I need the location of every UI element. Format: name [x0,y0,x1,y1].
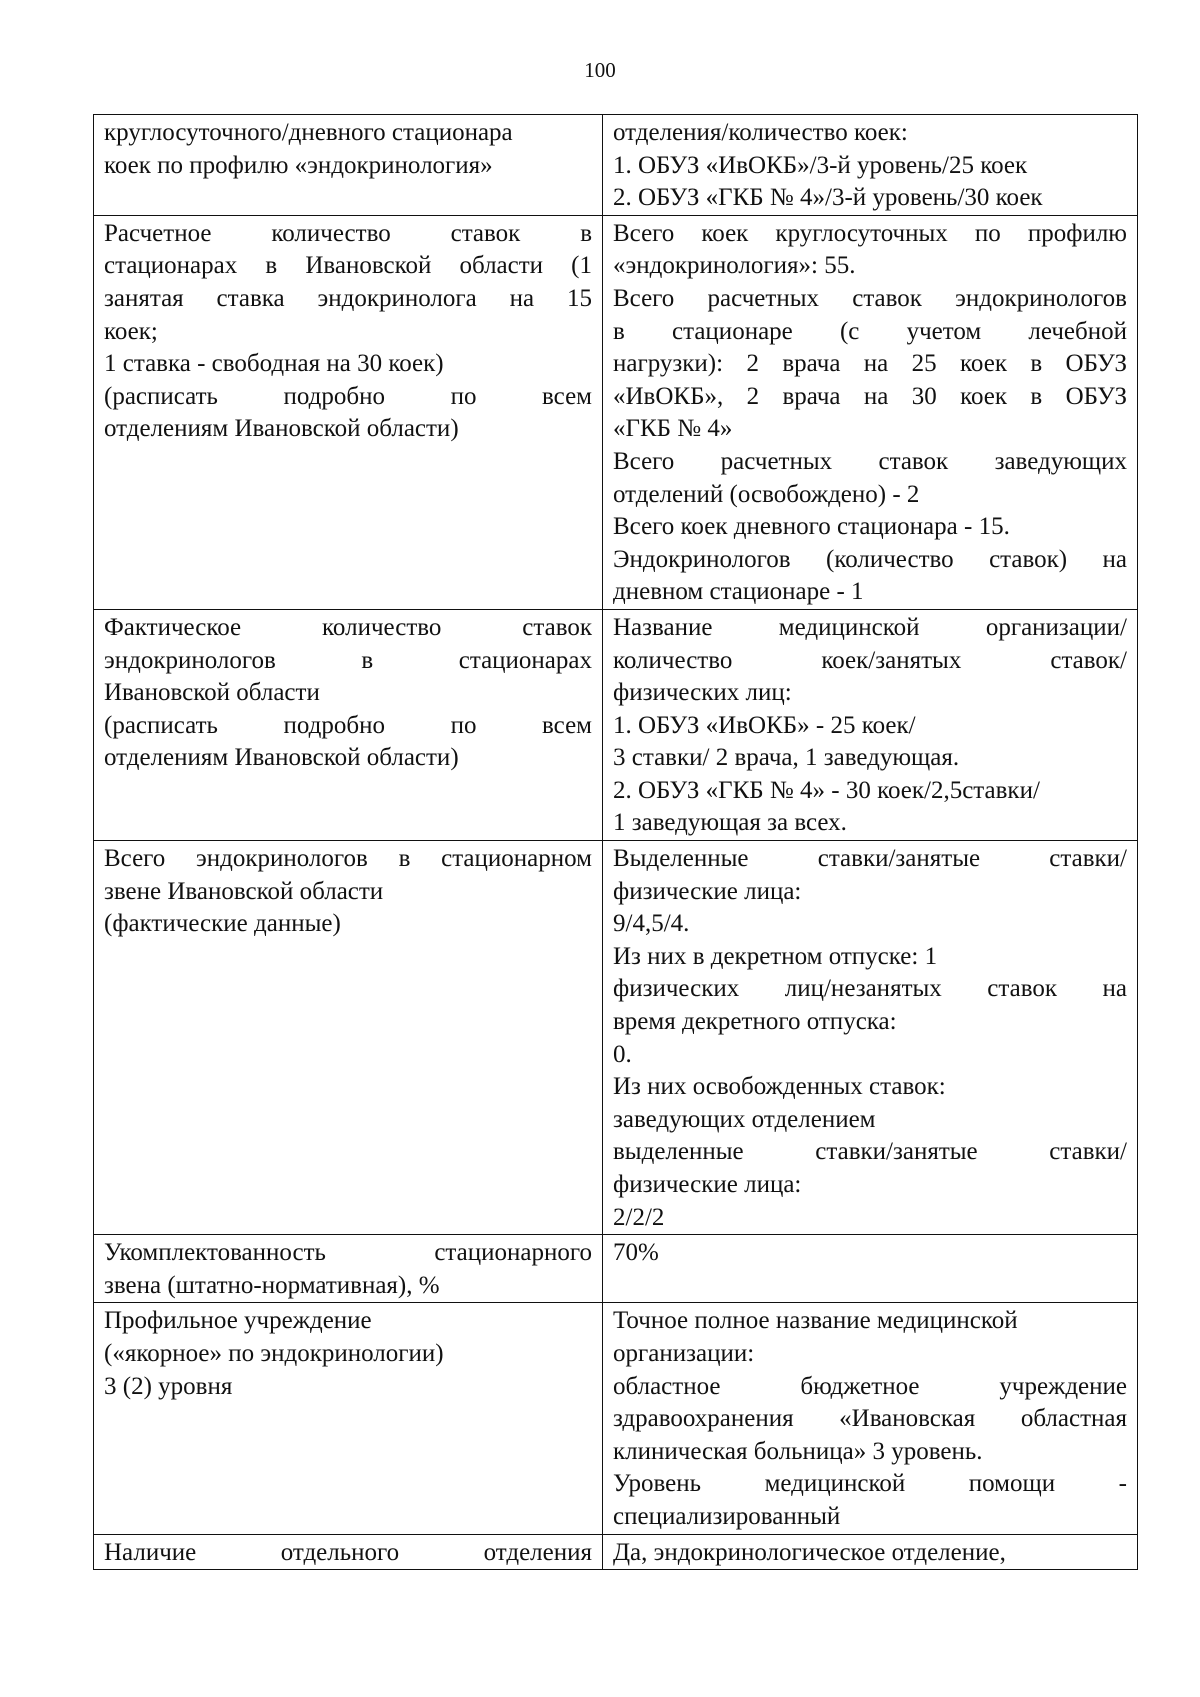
text-line: (расписать подробно по всем [104,711,592,739]
text-line: 2. ОБУЗ «ГКБ № 4» - 30 коек/2,5ставки/ [613,776,1040,804]
table-row [94,609,1138,840]
text-line: (расписать подробно по всем [104,382,592,410]
table-row [94,215,1138,609]
table-row [94,1534,1138,1570]
document-table [93,114,1138,1570]
table-row [94,115,1138,216]
text-line: Профильное учреждение [104,1307,372,1335]
text-line: отделениям Ивановской области) [104,744,459,772]
table-cell-left [94,115,603,216]
text-line: в стационаре (с учетом лечебной [613,317,1127,345]
text-line: эндокринологов в стационарах [104,646,592,674]
table-cell-right [603,609,1138,840]
text-line: 0. [613,1040,632,1068]
text-line: 1. ОБУЗ «ИвОКБ» - 25 коек/ [613,711,916,739]
text-line: Всего расчетных ставок заведующих [613,447,1127,475]
text-line: время декретного отпуска: [613,1008,897,1036]
text-line: Укомплектованность стационарного [104,1239,592,1267]
text-line: «эндокринология»: 55. [613,252,856,280]
text-line: стационарах в Ивановской области (1 [104,252,592,280]
text-line: Расчетное количество ставок в [104,219,592,247]
table-cell-right [603,1235,1138,1303]
text-line: Из них освобожденных ставок: [613,1073,946,1101]
text-line: 70% [613,1239,659,1267]
text-line: физические лица: [613,877,802,905]
text-line: звене Ивановской области [104,877,384,905]
text-line: здравоохранения «Ивановская областная [613,1405,1127,1433]
text-line: звена (штатно-нормативная), % [104,1271,440,1299]
text-line: занятая ставка эндокринолога на 15 [104,284,592,312]
text-line: областное бюджетное учреждение [613,1372,1127,1400]
text-line: 1. ОБУЗ «ИвОКБ»/3-й уровень/25 коек [613,151,1028,179]
table-cell-left [94,215,603,609]
table-cell-left [94,609,603,840]
text-line: Уровень медицинской помощи - [613,1470,1127,1498]
text-line: («якорное» по эндокринологии) [104,1339,444,1367]
text-line: специализированный [613,1502,841,1530]
text-line: (фактические данные) [104,910,341,938]
text-line: отделения/количество коек: [613,119,908,146]
text-line: выделенные ставки/занятые ставки/ [613,1138,1127,1166]
text-line: физических лиц: [613,679,792,707]
table-cell-left [94,1235,603,1303]
text-line: Ивановской области [104,679,320,707]
text-line: нагрузки): 2 врача на 25 коек в ОБУЗ [613,350,1127,378]
text-line: 3 ставки/ 2 врача, 1 заведующая. [613,744,960,772]
table-row [94,1235,1138,1303]
text-line: «ИвОКБ», 2 врача на 30 коек в ОБУЗ [613,382,1127,410]
text-line: Выделенные ставки/занятые ставки/ [613,845,1127,873]
text-line: 3 (2) уровня [104,1372,233,1400]
text-line: отделениям Ивановской области) [104,415,459,443]
text-line: Всего эндокринологов в стационарном [104,845,592,873]
text-line: Всего расчетных ставок эндокринологов [613,284,1127,312]
text-line: физические лица: [613,1171,802,1198]
table-cell-right [603,115,1138,216]
table-cell-right [603,215,1138,609]
text-line: 9/4,5/4. [613,910,690,938]
table-cell-right [603,1534,1138,1570]
text-line: физических лиц/незанятых ставок на [613,975,1127,1003]
text-line: 1 заведующая за всех. [613,809,847,837]
text-line: Наличие отдельного отделения [104,1538,592,1566]
text-line: дневном стационаре - 1 [613,578,864,606]
table-row [94,1303,1138,1534]
table-cell-left [94,1534,603,1570]
text-line: организации: [613,1339,755,1367]
text-line: 1 ставка - свободная на 30 коек) [104,350,444,378]
text-line: Название медицинской организации/ [613,613,1127,641]
text-line: 2. ОБУЗ «ГКБ № 4»/3-й уровень/30 коек [613,184,1043,212]
table-cell-left [94,1303,603,1534]
text-line: клиническая больница» 3 уровень. [613,1437,983,1465]
text-line: круглосуточного/дневного стационара [104,119,513,146]
text-line: коек по профилю «эндокринология» [104,151,493,179]
page-number: 100 [584,58,616,82]
text-line: Да, эндокринологическое отделение, [613,1538,1006,1566]
text-line: Эндокринологов (количество ставок) на [613,545,1127,573]
text-line: Точное полное название медицинской [613,1307,1018,1335]
text-line: отделений (освобождено) - 2 [613,480,920,508]
text-line: Всего коек круглосуточных по профилю [613,219,1127,247]
text-line: заведующих отделением [613,1105,876,1133]
text-line: Из них в декретном отпуске: 1 [613,942,938,970]
text-line: количество коек/занятых ставок/ [613,646,1127,674]
text-line: Фактическое количество ставок [104,613,592,641]
table-cell-right [603,1303,1138,1534]
table-row [94,841,1138,1235]
text-line: Всего коек дневного стационара - 15. [613,513,1010,541]
table-cell-left [94,841,603,1235]
text-line: 2/2/2 [613,1203,665,1231]
text-line: «ГКБ № 4» [613,415,733,443]
text-line: коек; [104,317,158,345]
table-cell-right [603,841,1138,1235]
